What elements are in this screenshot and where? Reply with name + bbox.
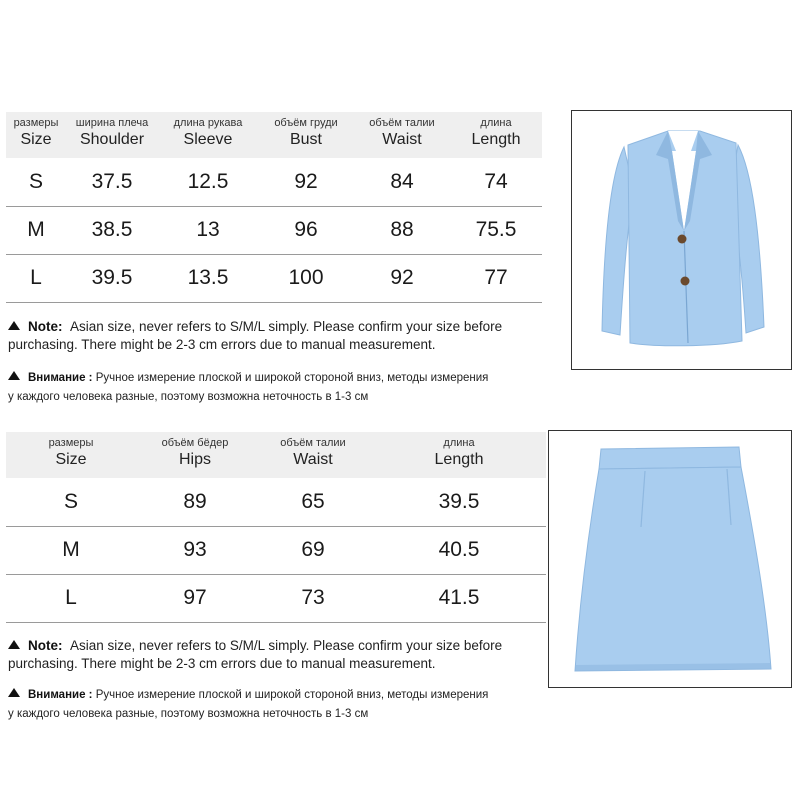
size-cell: L xyxy=(6,574,136,622)
table-cell: 73 xyxy=(254,574,372,622)
header-cell: длина Length xyxy=(471,117,521,148)
table-cell: 89 xyxy=(136,478,254,526)
table-cell: 97 xyxy=(136,574,254,622)
header-cell: объём груди Bust xyxy=(274,117,338,148)
table-row xyxy=(6,158,542,206)
note-english: Note: Asian size, never refers to S/M/L simply. Please confirm your size before purchasing. There might be 2-3 cm errors due to manual measurement. xyxy=(8,638,503,671)
note-russian: Внимание : Ручное измерение плоской и широкой стороной вниз, методы измерения у каждого человека разные, поэтому возможна неточность в 1-3 см xyxy=(8,689,489,720)
table-cell: 12.5 xyxy=(158,158,258,206)
warning-triangle-icon xyxy=(8,688,20,697)
table-cell: 77 xyxy=(450,254,542,302)
blazer-product-image xyxy=(571,110,792,370)
table-cell: 100 xyxy=(258,254,354,302)
size-cell: S xyxy=(6,158,66,206)
table-cell: 41.5 xyxy=(372,574,546,622)
table-cell: 65 xyxy=(254,478,372,526)
warning-triangle-icon xyxy=(8,321,20,330)
table-cell: 38.5 xyxy=(66,206,158,254)
table-cell: 39.5 xyxy=(66,254,158,302)
warning-triangle-icon xyxy=(8,371,20,380)
header-cell: длина Length xyxy=(434,437,484,468)
size-cell: M xyxy=(6,206,66,254)
table-row xyxy=(6,478,546,526)
table-cell: 37.5 xyxy=(66,158,158,206)
table-row xyxy=(6,574,546,622)
skirt-illustration xyxy=(549,431,791,687)
header-cell: размеры Size xyxy=(13,117,59,148)
size-cell: S xyxy=(6,478,136,526)
table-row xyxy=(6,254,542,302)
header-cell: ширина плеча Shoulder xyxy=(75,117,149,148)
table-cell: 13 xyxy=(158,206,258,254)
header-cell: размеры Size xyxy=(48,437,94,468)
table-cell: 96 xyxy=(258,206,354,254)
table-cell: 13.5 xyxy=(158,254,258,302)
table-cell: 74 xyxy=(450,158,542,206)
table-cell: 40.5 xyxy=(372,526,546,574)
table-header-row xyxy=(6,432,546,478)
note-russian: Внимание : Ручное измерение плоской и широкой стороной вниз, методы измерения у каждого человека разные, поэтому возможна неточность в 1-3 см xyxy=(8,372,489,403)
skirt-product-image xyxy=(548,430,792,688)
table-cell: 39.5 xyxy=(372,478,546,526)
table-header-row xyxy=(6,112,542,158)
table-row xyxy=(6,526,546,574)
table-cell: 92 xyxy=(354,254,450,302)
table-cell: 69 xyxy=(254,526,372,574)
table-cell: 75.5 xyxy=(450,206,542,254)
header-cell: объём талии Waist xyxy=(280,437,346,468)
table-cell: 88 xyxy=(354,206,450,254)
table-row xyxy=(6,206,542,254)
size-cell: M xyxy=(6,526,136,574)
table-cell: 93 xyxy=(136,526,254,574)
size-cell: L xyxy=(6,254,66,302)
header-cell: длина рукава Sleeve xyxy=(173,117,243,148)
skirt-size-table xyxy=(6,432,546,623)
note-english: Note: Asian size, never refers to S/M/L simply. Please confirm your size before purchasing. There might be 2-3 cm errors due to manual measurement. xyxy=(8,319,503,352)
blazer-illustration xyxy=(572,111,791,369)
table-cell: 92 xyxy=(258,158,354,206)
header-cell: объём талии Waist xyxy=(369,117,435,148)
warning-triangle-icon xyxy=(8,640,20,649)
table-cell: 84 xyxy=(354,158,450,206)
header-cell: объём бёдер Hips xyxy=(161,437,229,468)
blazer-size-table xyxy=(6,112,542,303)
